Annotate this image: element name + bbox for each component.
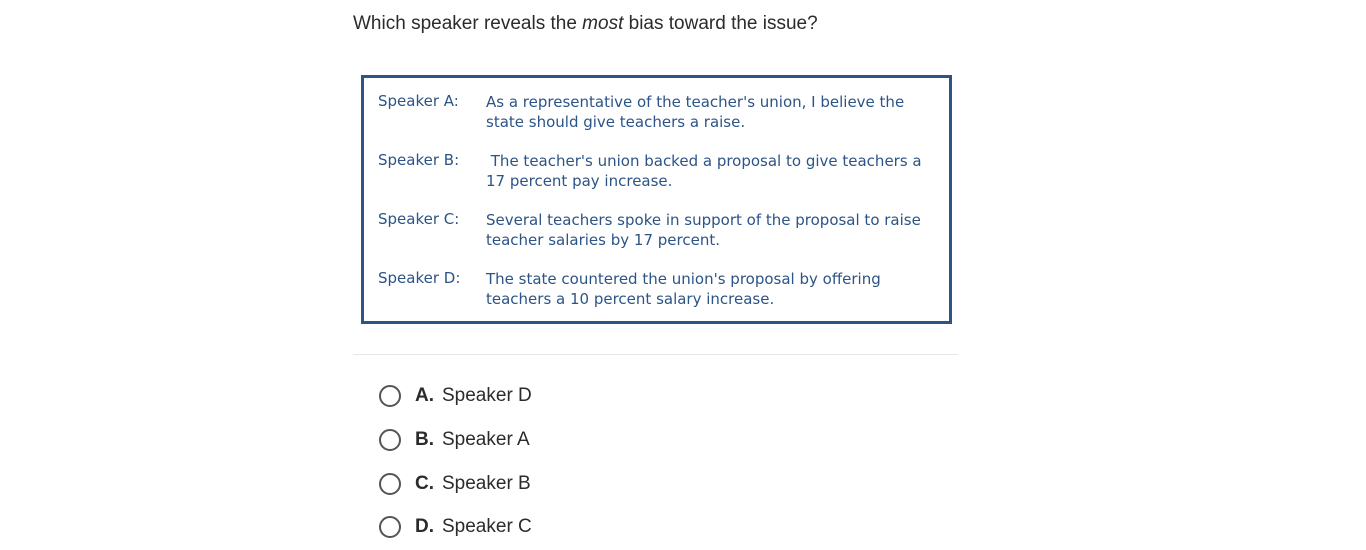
speaker-statements-box — [361, 75, 952, 324]
answer-option-b[interactable] — [379, 428, 679, 452]
option-letter: B. — [415, 429, 434, 450]
speaker-statement: The teacher's union backed a proposal to give teachers a 17 percent pay increase. — [486, 152, 922, 190]
speaker-name: Speaker A: — [378, 92, 459, 110]
radio-button[interactable] — [379, 516, 401, 538]
radio-button[interactable] — [379, 385, 401, 407]
speaker-name: Speaker C: — [378, 210, 460, 228]
option-letter: D. — [415, 516, 434, 537]
answer-option-a[interactable] — [379, 384, 679, 408]
question-text — [353, 13, 818, 35]
option-letter: C. — [415, 473, 434, 494]
option-label: Speaker A — [442, 429, 530, 450]
speaker-name: Speaker D: — [378, 269, 461, 287]
speaker-statement: As a representative of the teacher's union, I believe the state should give teachers a raise. — [486, 93, 905, 131]
question-emphasis: most — [582, 13, 624, 34]
speaker-statement: The state countered the union's proposal by offering teachers a 10 percent salary increase. — [486, 270, 881, 308]
option-letter: A. — [415, 385, 434, 406]
answer-option-c[interactable] — [379, 472, 679, 496]
answer-option-d[interactable] — [379, 515, 679, 539]
question-suffix: bias toward the issue? — [623, 13, 818, 34]
radio-button[interactable] — [379, 429, 401, 451]
question-prefix: Which speaker reveals the — [353, 13, 583, 34]
option-label: Speaker C — [442, 516, 532, 537]
divider — [353, 354, 958, 355]
option-label: Speaker D — [442, 385, 532, 406]
option-label: Speaker B — [442, 473, 531, 494]
radio-button[interactable] — [379, 473, 401, 495]
speaker-name: Speaker B: — [378, 151, 460, 169]
speaker-statement: Several teachers spoke in support of the proposal to raise teacher salaries by 17 percent. — [486, 211, 921, 249]
